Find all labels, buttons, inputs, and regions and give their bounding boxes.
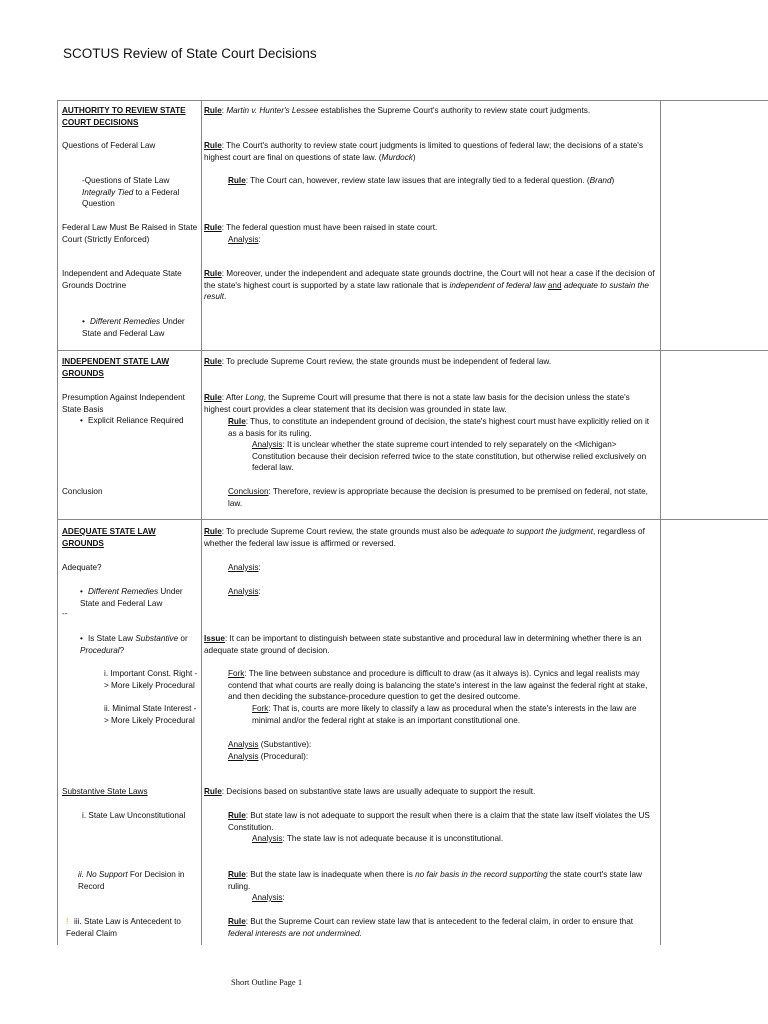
subtopic-label: • Explicit Reliance Required [80, 416, 184, 425]
subtopic-label: • Different Remedies Under State and Federal Law [82, 317, 185, 338]
sub-point: i. State Law Unconstitutional [82, 811, 186, 820]
bullet-icon: • [82, 317, 85, 326]
column-divider [201, 100, 202, 945]
topic-label: Federal Law Must Be Raised in State Court (Strictly Enforced) [62, 223, 198, 244]
rule-text: Rule: The federal question must have been raised in state court. [204, 223, 438, 232]
topic-label: Questions of Federal Law [62, 141, 156, 150]
page-footer: Short Outline Page 1 [231, 977, 303, 987]
separator-text: -- [62, 609, 68, 618]
section-heading: ADEQUATE STATE LAW GROUNDS [62, 527, 156, 548]
topic-label: Independent and Adequate State Grounds Doctrine [62, 269, 182, 290]
rule-text: Rule: Decisions based on substantive state laws are usually adequate to support the result. [204, 787, 536, 796]
sub-point: ii. Minimal State Interest -> More Likely Procedural [104, 704, 197, 725]
column-divider [660, 100, 661, 945]
analysis-text: Analysis (Procedural): [228, 752, 309, 761]
lightbulb-icon: ! [66, 917, 69, 926]
sub-point: ! iii. State Law is Antecedent to Federal Claim [66, 917, 181, 938]
rule-text: Rule: The Court's authority to review state court judgments is limited to questions of federal law; the decisions of a state's highest court are final on questions of state law. (Murdock) [204, 141, 643, 162]
bullet-icon: • [80, 416, 83, 425]
topic-label: Substantive State Laws [62, 787, 148, 796]
topic-label: Adequate? [62, 563, 102, 572]
rule-text: Rule: After Long, the Supreme Court will presume that there is not a state law basis for the decision unless the state's highest court provides a clear statement that its decision was grounded in state law. [204, 393, 630, 414]
rule-label: Rule [204, 106, 222, 115]
section-heading: AUTHORITY TO REVIEW STATE COURT DECISIONS [62, 106, 186, 127]
fork-text: Fork: That is, courts are more likely to classify a law as procedural when the state's interests in the law are minimal and/or the federal right at stake is an important constitutional one. [252, 704, 637, 725]
issue-text: Issue: It can be important to distinguish between state substantive and procedural law in determining whether there is an adequate state ground of decision. [204, 634, 642, 655]
rule-text: Rule: To preclude Supreme Court review, the state grounds must also be adequate to support the judgment, regardless of whether the federal law issue is affirmed or reversed. [204, 527, 645, 548]
section-divider [57, 519, 768, 520]
conclusion-text: Conclusion: Therefore, review is appropriate because the decision is presumed to be premised on federal, not state, law. [228, 487, 648, 508]
sub-point: ii. No Support For Decision in Record [78, 870, 185, 891]
page-title: SCOTUS Review of State Court Decisions [63, 46, 317, 61]
topic-label: Presumption Against Independent State Basis [62, 393, 185, 414]
analysis-text: Analysis: [228, 587, 261, 596]
section-divider [57, 350, 768, 351]
analysis-text: Analysis: It is unclear whether the state supreme court intended to rely separately on the <Michigan> Constitution because their decision referred twice to the state constitution, but otherwise relied exclusively on federal law. [252, 440, 647, 472]
rule-text: Rule: But state law is not adequate to support the result when there is a claim that the state law itself violates the US Constitution. [228, 811, 650, 832]
section-divider [57, 100, 768, 101]
subtopic-label: • Different Remedies Under State and Federal Law [80, 587, 183, 608]
analysis-text: Analysis (Substantive): [228, 740, 312, 749]
fork-text: Fork: The line between substance and procedure is difficult to draw (as it always is). Cynics and legal realists may contend that what courts are really doing is balancing the state's interest in the law against the federal right at stake, and then deciding the substance-procedure question to get the desired outcome. [228, 669, 648, 701]
sub-point: i. Important Const. Right -> More Likely Procedural [104, 669, 198, 690]
rule-text: Rule: But the state law is inadequate when there is no fair basis in the record supporting the state court's state law ruling. [228, 870, 642, 891]
section-heading: INDEPENDENT STATE LAW GROUNDS [62, 357, 170, 378]
subtopic-label: • Is State Law Substantive or Procedural? [80, 634, 188, 655]
rule-text: Rule: Moreover, under the independent and adequate state grounds doctrine, the Court will not hear a case if the decision of the state's highest court is supported by a state law rationale that is independent of federal law and adequate to sustain the result. [204, 269, 655, 301]
bullet-icon: • [80, 587, 83, 596]
analysis-text: Analysis: [228, 235, 261, 244]
rule-text: Rule: Thus, to constitute an independent ground of decision, the state's highest court must have explicitly relied on it as a basis for its ruling. [228, 417, 650, 438]
case-name: Martin v. Hunter's Lessee [226, 106, 319, 115]
column-divider [57, 100, 58, 945]
rule-text: Rule: To preclude Supreme Court review, the state grounds must be independent of federal law. [204, 357, 552, 366]
bullet-icon: • [80, 634, 83, 643]
rule-text: Rule: The Court can, however, review state law issues that are integrally tied to a federal question. (Brand) [228, 176, 615, 185]
analysis-text: Analysis: [252, 893, 285, 902]
analysis-text: Analysis: The state law is not adequate because it is unconstitutional. [252, 834, 504, 843]
rule-text: Rule: But the Supreme Court can review state law that is antecedent to the federal claim, in order to ensure that federal interests are not undermined. [228, 917, 634, 938]
topic-label: Conclusion [62, 487, 103, 496]
analysis-text: Analysis: [228, 563, 261, 572]
subtopic-label: -Questions of State Law Integrally Tied to a Federal Question [82, 176, 180, 208]
rule-text: Rule: Martin v. Hunter's Lessee establishes the Supreme Court's authority to review state court judgments. [204, 106, 591, 115]
